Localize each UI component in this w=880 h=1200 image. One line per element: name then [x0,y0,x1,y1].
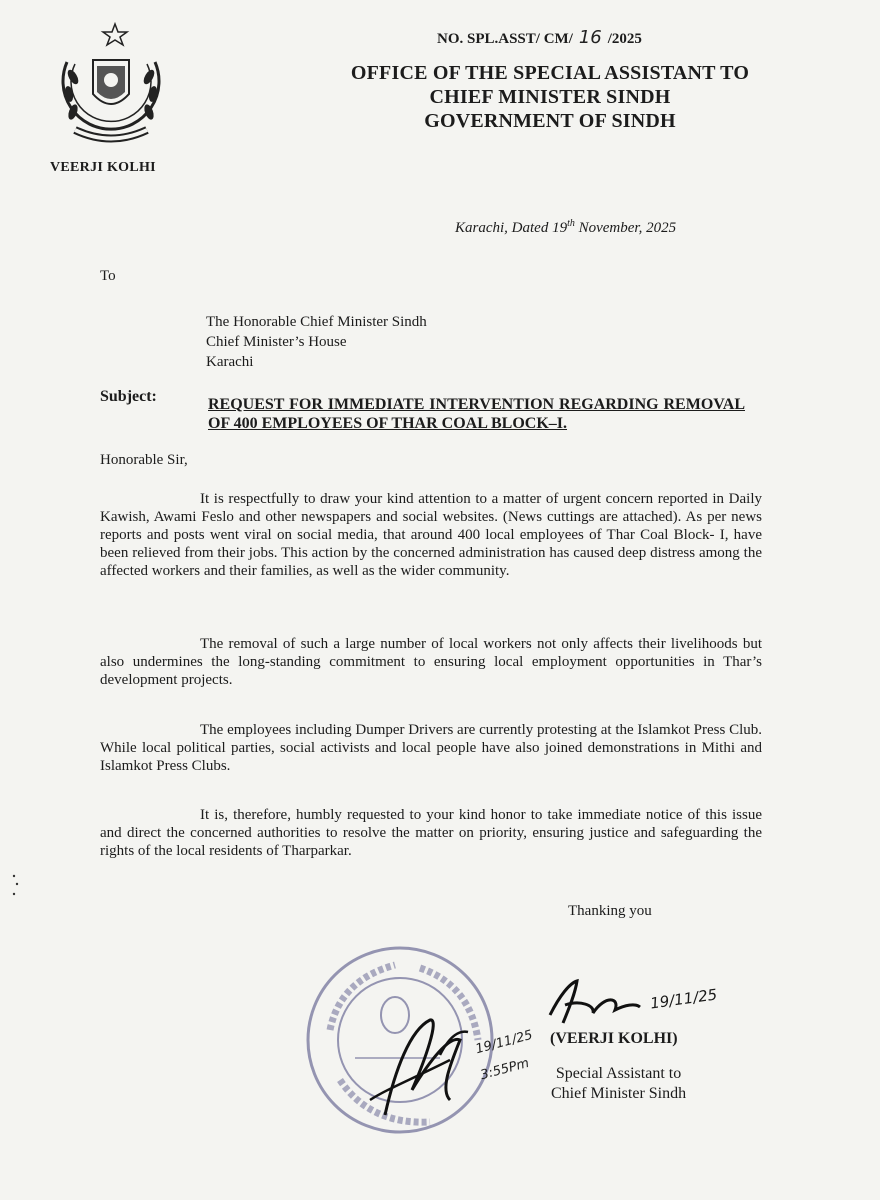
reference-handwritten-number: 16 [578,27,602,48]
stamp-handwritten-time: 3:55Pm [478,1055,531,1084]
stamp-handwritten-date: 19/11/25 [474,1027,535,1058]
letter-date [455,218,676,237]
signatory-designation [551,1064,686,1104]
salutation: Honorable Sir, [100,452,188,468]
addressee-line-2: Chief Minister’s House [206,334,347,350]
designation-line-2: Chief Minister Sindh [551,1085,687,1102]
addressee-line-1: The Honorable Chief Minister Sindh [206,314,427,330]
closing-thanks: Thanking you [568,903,652,919]
signatory-name: (VEERJI KOLHI) [550,1030,678,1047]
subject-text: REQUEST FOR IMMEDIATE INTERVENTION REGARDING REMOVAL OF 400 EMPLOYEES OF THAR COAL BLOCK–I. [208,396,745,432]
government-of-sindh-emblem-icon [45,22,175,157]
body-paragraph-2: The removal of such a large number of local workers not only affects their livelihoods but also undermines the long-standing commitment to ensuring local employment opportunities in Thar’s development projects. [100,636,762,688]
office-line-2: CHIEF MINISTER SINDH [429,86,671,108]
subject-label: Subject: [100,388,157,405]
designation-line-1: Special Assistant to [555,1065,682,1082]
body-paragraph-4: It is, therefore, humbly requested to your kind honor to take immediate notice of this issue and direct the concerned authorities to resolve the matter on priority, ensuring justice and safeguarding the rights of the local residents of Tharparkar. [100,807,762,859]
body-paragraph-3: The employees including Dumper Drivers are currently protesting at the Islamkot Press Club. While local political parties, social activists and local people have also joined demonstrations in Mithi and Islamkot Press Clubs. [100,722,762,774]
reference-number [437,27,642,48]
date-ordinal: th [567,218,575,229]
addressee-block [206,312,427,372]
office-line-3: GOVERNMENT OF SINDH [424,110,676,132]
body-paragraph-1: It is respectfully to draw your kind attention to a matter of urgent concern reported in Daily Kawish, Awami Feslo and other newspapers and social websites. (News cuttings are attached). As per news reports and posts went viral on social media, that around 400 local employees of Thar Coal Block- I, have been relieved from their jobs. This action by the concerned administration has caused deep distress among the affected workers and their families, as well as the wider community. [100,491,762,579]
reference-prefix: NO. SPL.ASST/ CM/ [437,31,573,47]
addressee-line-3: Karachi [206,354,254,370]
date-rest: November, 2025 [574,220,677,236]
reference-suffix: /2025 [607,31,642,47]
office-line-1: OFFICE OF THE SPECIAL ASSISTANT TO [350,62,750,84]
to-label: To [100,268,116,284]
office-heading [300,61,800,133]
officer-name: VEERJI KOLHI [50,160,156,175]
date-prefix: Karachi, Dated 19 [455,220,568,236]
margin-marks [10,872,22,900]
signature-date: 19/11/25 [649,985,719,1013]
